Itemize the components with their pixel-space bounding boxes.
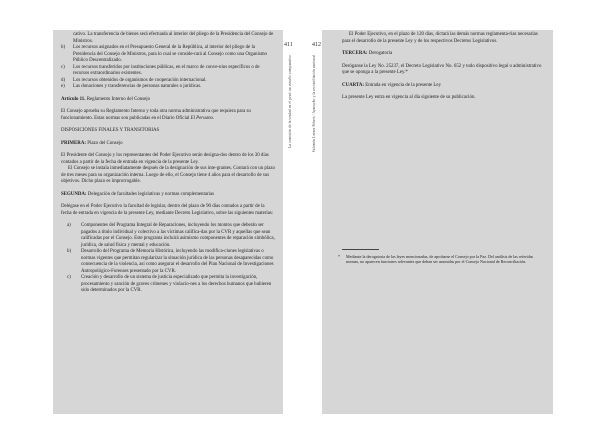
right-page-number: 412 — [312, 42, 321, 48]
list-item: c) Los recursos transferidos por instituciones públicas, en el marco de conve-nios específicos o de recursos extraordinarios existentes. — [61, 64, 260, 76]
left-page-content — [61, 32, 275, 295]
article-11-heading: Artículo 11. Reglamento Interno del Consejo — [61, 96, 151, 102]
list-item: d) Los recursos obtenidos de organismos de cooperación internacional. — [61, 77, 207, 83]
segunda-paragraph: Delégase en el Poder Ejecutivo la facultad de legislar, dentro del plazo de 90 días contados a partir de la fecha de entrada en vigencia de la presente Ley, mediante Decreto Legislativo, sobre las siguientes materias: — [61, 204, 274, 216]
article-11-text: El Consejo aprueba su Reglamento Interno y toda otra norma administrativa que requiera para su funcionamiento. Estas normas son publicadas en el Diario Oficial El Peruano. — [61, 109, 251, 121]
list-item: b) Los recursos asignados en el Presupuesto General de la República, al interior del pliego de la Presidencia del Consejo de Ministros, para lo cual se conside-rará al Consejo como una Organismo Público Descentralizado. — [61, 45, 267, 63]
footnote — [338, 254, 544, 265]
footnote-marker: * — [338, 254, 341, 259]
list-item: cativo. La transferencia de bienes será efectuada al interior del pliego de la Presidencia del Consejo de Ministros. — [73, 32, 274, 44]
footnote-divider — [342, 249, 379, 250]
list-item: c) Creación y desarrollo de un sistema de justicia especializado que permita la investigación, procesamiento y sanción de graves crímenes y violacio-nes a los derechos humanos que hubieren sido determinados por la CVR. — [67, 275, 272, 293]
primera-heading: PRIMERA: Plazo del Consejo — [61, 140, 123, 146]
delegation-list — [61, 223, 275, 295]
tercera-heading: TERCERA: Derogatoria — [342, 51, 393, 56]
right-running-title: Salomón Lerner Febres / Ayacucho y la reconciliación nacional — [312, 55, 316, 153]
list-item: e) Las donaciones y transferencias de personas naturales o jurídicas. — [61, 84, 202, 89]
right-page-content — [342, 32, 542, 102]
segunda-heading: SEGUNDA: Delegación de facultades legislativas y normas complementarias — [61, 191, 215, 197]
cuarta-text: La presente Ley entra en vigencia al día siguiente de su publicación. — [342, 95, 476, 100]
primera-paragraph-2: El Consejo se instala inmediatamente después de la designación de sus inte-grantes. Contará con un plazo de tres meses para su organización interna. Luego de ello, el Consejo tiene 4 años para el desarrollo de sus objetivos. Dicho plazo es improrrogable. — [61, 166, 275, 184]
left-page-number: 411 — [284, 42, 293, 48]
cuarta-heading: CUARTA: Entrada en vigencia de la presente Ley — [342, 82, 442, 88]
tercera-text: Deróganse la Ley No. 25237, el Decreto Legislativo No. 652 y todo dispositivo legal o administrativo que se oponga a la presente Ley.* — [342, 63, 542, 75]
left-running-title: La comisión de la verdad en el perú: un estudio comparativo — [288, 55, 292, 148]
primera-paragraph-1: El Presidente del Consejo y los representantes del Poder Ejecutivo serán designa-dos dentro de los 30 días contados a partir de la fecha de entrada en vigencia de la presente Ley. — [61, 153, 269, 165]
list-item: a) Componentes del Programa Integral de Reparaciones, incluyendo los montos que deberán ser pagados a título individual y colectivo a las víctimas califica-das por la CVR y aquellas que sean calificadas por el Consejo. Este programa incluirá asimismo componentes de reparación simbólica, jurídica, de salud física y mental y educación. — [67, 223, 275, 248]
funding-list — [61, 32, 275, 91]
list-item: b) Desarrollo del Programa de Memoria Histórica, incluyendo las modifica-ciones legislativas o normas vigentes que permitan regularizar la situación jurídica de las personas desaparecidas como consecuencia de la violencia, así como asegurar el desarrollo del Plan Nacional de Investigaciones Antropológico-Forenses presentado por la CVR. — [67, 249, 274, 274]
section-title: DISPOSICIONES FINALES Y TRANSITORIAS — [61, 128, 160, 133]
footnote-text: Mediante la derogatoria de las leyes mencionadas, de aprobarse el Consejo por la Paz. Del análisis de las referidas normas, no aparecen funciones relevantes que deban ser asumidas por el Consejo Nacional de Reconciliación. — [346, 254, 534, 265]
regulation-paragraph: El Poder Ejecutivo, en el plazo de 120 días, dictará las demás normas reglamenta-rias necesarias para el desarrollo de la presente Ley y de los respectivos Decretos Legislativos. — [342, 32, 538, 44]
